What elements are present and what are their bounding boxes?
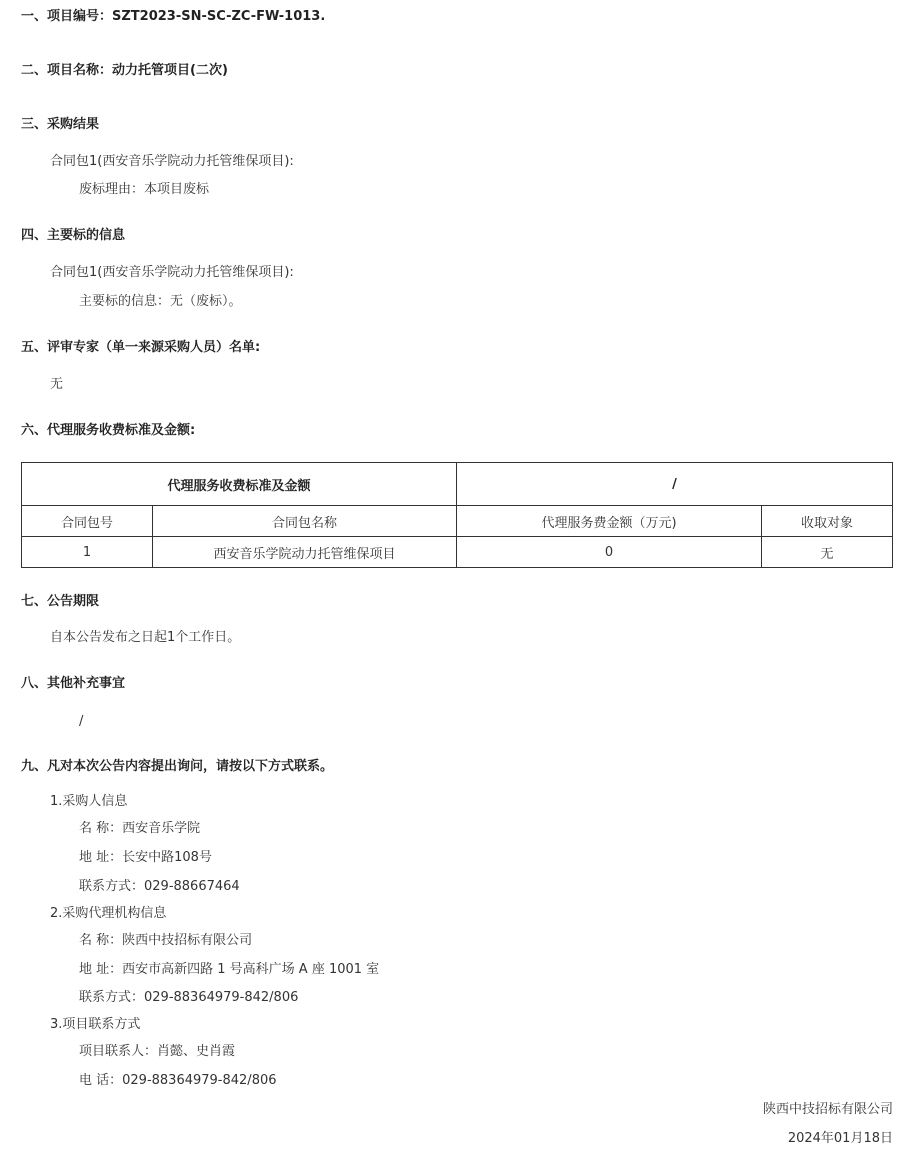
section-project-number: 一、项目编号：SZT2023-SN-SC-ZC-FW-1013. — [21, 9, 326, 24]
table-summary-row — [22, 463, 893, 506]
agency-fee-table — [21, 462, 893, 568]
project-contact-phone: 电 话：029-88364979-842/806 — [79, 1073, 277, 1088]
column-header: 合同包名称 — [153, 506, 457, 537]
table-header-row — [22, 506, 893, 537]
fee-standard-value: / — [457, 463, 893, 506]
column-header: 合同包号 — [22, 506, 153, 537]
buyer-contact: 联系方式：029-88667464 — [79, 879, 240, 894]
other-matters-body: / — [79, 714, 84, 729]
subject-package-label: 合同包1(西安音乐学院动力托管维保项目): — [50, 265, 294, 280]
footer-date: 2024年01月18日 — [787, 1131, 893, 1146]
column-header: 代理服务费金额（万元) — [457, 506, 762, 537]
buyer-heading: 1.采购人信息 — [50, 794, 128, 809]
column-header: 收取对象 — [762, 506, 893, 537]
experts-body: 无 — [50, 377, 64, 392]
section-procurement-result-title: 三、采购结果 — [21, 117, 100, 132]
buyer-name: 名 称：西安音乐学院 — [79, 821, 201, 836]
section-notice-period-title: 七、公告期限 — [21, 594, 100, 609]
table-row — [22, 537, 893, 568]
agency-heading: 2.采购代理机构信息 — [50, 906, 167, 921]
table-cell: 0 — [457, 537, 762, 568]
project-contact-person: 项目联系人：肖懿、史肖霞 — [79, 1044, 236, 1059]
table-cell: 西安音乐学院动力托管维保项目 — [153, 537, 457, 568]
table-cell: 无 — [762, 537, 893, 568]
section-other-matters-title: 八、其他补充事宜 — [21, 676, 126, 691]
subject-detail: 主要标的信息：无（废标）。 — [79, 294, 242, 309]
section-experts-title: 五、评审专家（单一来源采购人员）名单: — [21, 340, 261, 355]
section-main-subject-title: 四、主要标的信息 — [21, 228, 126, 243]
buyer-address: 地 址：长安中路108号 — [79, 850, 212, 865]
notice-period-body: 自本公告发布之日起1个工作日。 — [50, 630, 241, 645]
table-cell: 1 — [22, 537, 153, 568]
agency-name: 名 称：陕西中技招标有限公司 — [79, 933, 253, 948]
agency-address: 地 址：西安市高新四路 1 号高科广场 A 座 1001 室 — [79, 962, 380, 977]
project-contact-heading: 3.项目联系方式 — [50, 1017, 141, 1032]
agency-contact: 联系方式：029-88364979-842/806 — [79, 990, 299, 1005]
section-contact-title: 九、凡对本次公告内容提出询问，请按以下方式联系。 — [21, 759, 334, 774]
section-agency-fee-title: 六、代理服务收费标准及金额: — [21, 423, 196, 438]
result-package-label: 合同包1(西安音乐学院动力托管维保项目): — [50, 154, 294, 169]
section-project-name: 二、项目名称：动力托管项目(二次) — [21, 63, 228, 78]
footer-company: 陕西中技招标有限公司 — [762, 1102, 893, 1117]
fee-standard-label: 代理服务收费标准及金额 — [22, 463, 457, 506]
result-detail: 废标理由：本项目废标 — [79, 182, 210, 197]
